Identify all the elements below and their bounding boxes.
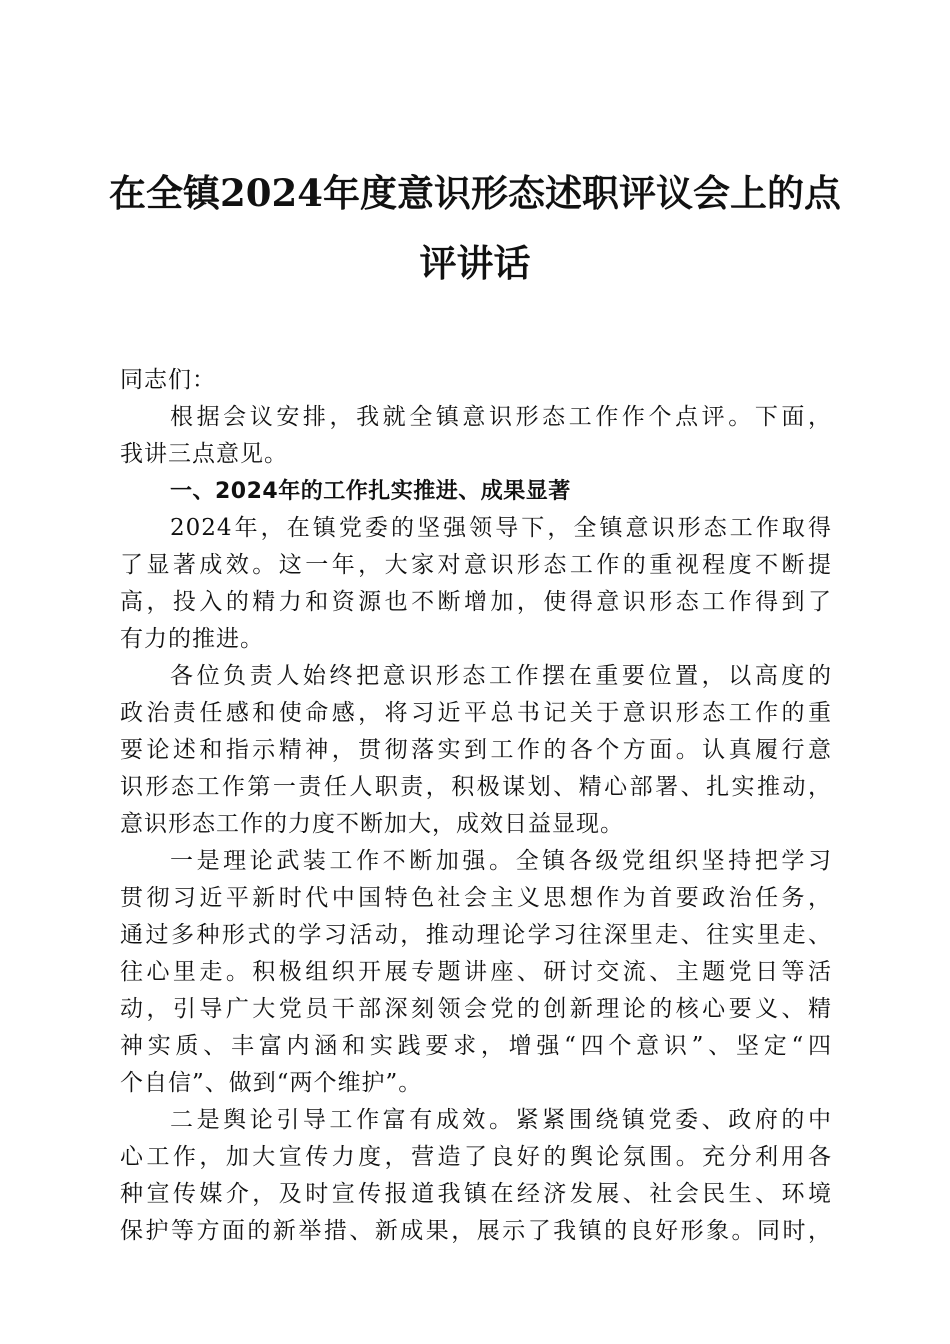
body-text-line: 我讲三点意见。	[120, 441, 288, 467]
body-text-line: 识形态工作第一责任人职责，积极谋划、精心部署、扎实推动，	[120, 774, 832, 800]
body-text-line: 了显著成效。这一年，大家对意识形态工作的重视程度不断提	[120, 552, 832, 578]
body-text-line: 心工作，加大宣传力度，营造了良好的舆论氛围。充分利用各	[120, 1144, 832, 1170]
body-text-line: 意识形态工作的力度不断加大，成效日益显现。	[120, 811, 624, 837]
body-text-line: 政治责任感和使命感，将习近平总书记关于意识形态工作的重	[120, 700, 832, 726]
section-heading: 一、2024年的工作扎实推进、成果显著	[170, 479, 571, 504]
body-text-line: 同志们：	[120, 367, 216, 393]
body-text-line: 2024年，在镇党委的坚强领导下，全镇意识形态工作取得	[170, 515, 832, 541]
document-title-line-1: 在全镇2024年度意识形态述职评议会上的点	[109, 171, 841, 215]
body-text-line: 贯彻习近平新时代中国特色社会主义思想作为首要政治任务，	[120, 885, 832, 911]
body-text-line: 根据会议安排，我就全镇意识形态工作作个点评。下面，	[170, 404, 832, 430]
body-text-line: 高，投入的精力和资源也不断增加，使得意识形态工作得到了	[120, 589, 832, 615]
body-text-line: 有力的推进。	[120, 626, 264, 652]
body-text-line: 要论述和指示精神，贯彻落实到工作的各个方面。认真履行意	[120, 737, 832, 763]
body-text-line: 通过多种形式的学习活动，推动理论学习往深里走、往实里走、	[120, 922, 832, 948]
body-text-line: 各位负责人始终把意识形态工作摆在重要位置，以高度的	[170, 663, 832, 689]
body-text-line: 神实质、丰富内涵和实践要求，增强“四个意识”、坚定“四	[120, 1033, 832, 1059]
body-text-line: 个自信”、做到“两个维护”。	[120, 1070, 423, 1096]
document-title-line-2: 评讲话	[419, 241, 531, 285]
body-text-line: 动，引导广大党员干部深刻领会党的创新理论的核心要义、精	[120, 996, 832, 1022]
document-body	[120, 362, 832, 1250]
body-text-line: 一是理论武装工作不断加强。全镇各级党组织坚持把学习	[170, 848, 832, 874]
body-text-line: 往心里走。积极组织开展专题讲座、研讨交流、主题党日等活	[120, 959, 832, 985]
body-text-line: 二是舆论引导工作富有成效。紧紧围绕镇党委、政府的中	[170, 1107, 832, 1133]
body-text-line: 种宣传媒介，及时宣传报道我镇在经济发展、社会民生、环境	[120, 1181, 832, 1207]
body-text-line: 保护等方面的新举措、新成果，展示了我镇的良好形象。同时，	[120, 1218, 832, 1244]
